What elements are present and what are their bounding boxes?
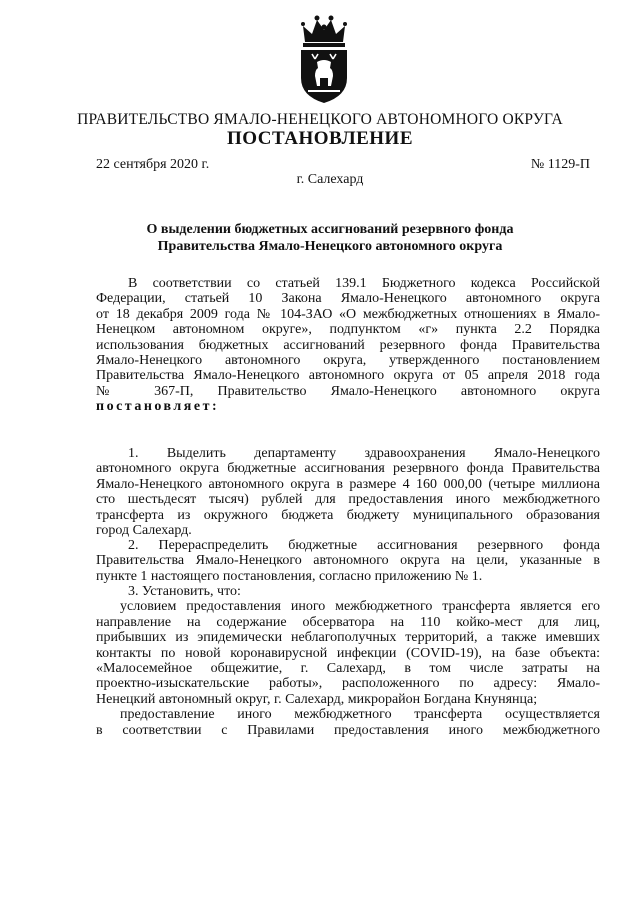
text-line: Ненецкий автономный округ, г. Салехард, микрорайон Богдана Кнунянца; xyxy=(96,691,538,707)
text-line: № 367-П, Правительство Ямало-Ненецкого автономного округа xyxy=(96,383,600,399)
text-line: предоставление иного межбюджетного трансферта осуществляется xyxy=(120,707,600,723)
text-line: город Салехард. xyxy=(96,523,192,539)
text-line: проектно-изыскательские работы», расположенного по адресу: Ямало- xyxy=(96,676,600,692)
text-line: использования бюджетных ассигнований резервного фонда Правительства xyxy=(96,337,600,353)
title-line: О выделении бюджетных ассигнований резервного фонда xyxy=(146,222,514,237)
text-line: Федерации, статьей 10 Закона Ямало-Ненецкого автономного округа xyxy=(96,291,600,307)
document-city: г. Салехард xyxy=(296,172,364,187)
text-line: автономного округа бюджетные ассигнования резервного фонда Правительства xyxy=(96,461,600,477)
text-line: направление на содержание обсерватора на 110 койко-мест для лиц, xyxy=(96,614,600,630)
text-line: Правительства Ямало-Ненецкого автономного округа от 05 апреля 2018 года xyxy=(96,368,600,384)
resolves-word: постановляет: xyxy=(96,399,220,415)
text-line: Правительства Ямало-Ненецкого автономного округа на цели, указанные в xyxy=(96,553,600,569)
text-line: Ямало-Ненецкого автономного округа, утвержденного постановлением xyxy=(96,353,600,369)
item-1-paragraph xyxy=(96,446,600,538)
organization-name: ПРАВИТЕЛЬСТВО ЯМАЛО-НЕНЕЦКОГО АВТОНОМНОГО ОКРУГА xyxy=(77,111,563,128)
coat-of-arms-emblem xyxy=(295,12,353,104)
item-2-paragraph xyxy=(96,538,600,584)
text-line: от 18 декабря 2009 года № 104-ЗАО «О межбюджетных отношениях в Ямало- xyxy=(96,306,600,322)
document-title xyxy=(0,221,640,255)
text-line: 2. Перераспределить бюджетные ассигнования резервного фонда xyxy=(128,538,600,553)
text-line: В соответствии со статьей 139.1 Бюджетного кодекса Российской xyxy=(128,276,600,291)
text-line: условием предоставления иного межбюджетного трансферта является его xyxy=(120,599,600,615)
document-number: № 1129-П xyxy=(530,157,590,172)
title-line: Правительства Ямало-Ненецкого автономного округа xyxy=(157,239,503,254)
text-line: 1. Выделить департаменту здравоохранения Ямало-Ненецкого xyxy=(128,446,600,461)
text-line: Ненецком автономном округе», подпунктом «г» пункта 2.2 Порядка xyxy=(96,322,600,338)
text-line: трансферта из окружного бюджета бюджету муниципального образования xyxy=(96,507,600,523)
preamble-paragraph xyxy=(96,276,600,415)
text-line: пункте 1 настоящего постановления, согласно приложению № 1. xyxy=(96,568,483,584)
document-date: 22 сентября 2020 г. xyxy=(96,157,210,172)
text-line: сто шестьдесят тысяч) рублей для предоставления иного межбюджетного xyxy=(96,492,600,508)
document-type: ПОСТАНОВЛЕНИЕ xyxy=(226,128,414,149)
item-3-heading: 3. Установить, что: xyxy=(128,584,241,599)
text-line: Ямало-Ненецкого автономного округа в размере 4 160 000,00 (четыре миллиона xyxy=(96,476,600,492)
text-line: контакты по новой коронавирусной инфекции (COVID-19), на базе объекта: xyxy=(96,645,600,661)
item-3-paragraph xyxy=(96,584,600,738)
text-line: в соответствии с Правилами предоставления иного межбюджетного xyxy=(96,722,600,738)
text-line: прибывших из эпидемически неблагополучных территорий, а также имевших xyxy=(96,630,600,646)
text-line: «Малосемейное общежитие, г. Салехард, в том числе затраты на xyxy=(96,661,600,677)
